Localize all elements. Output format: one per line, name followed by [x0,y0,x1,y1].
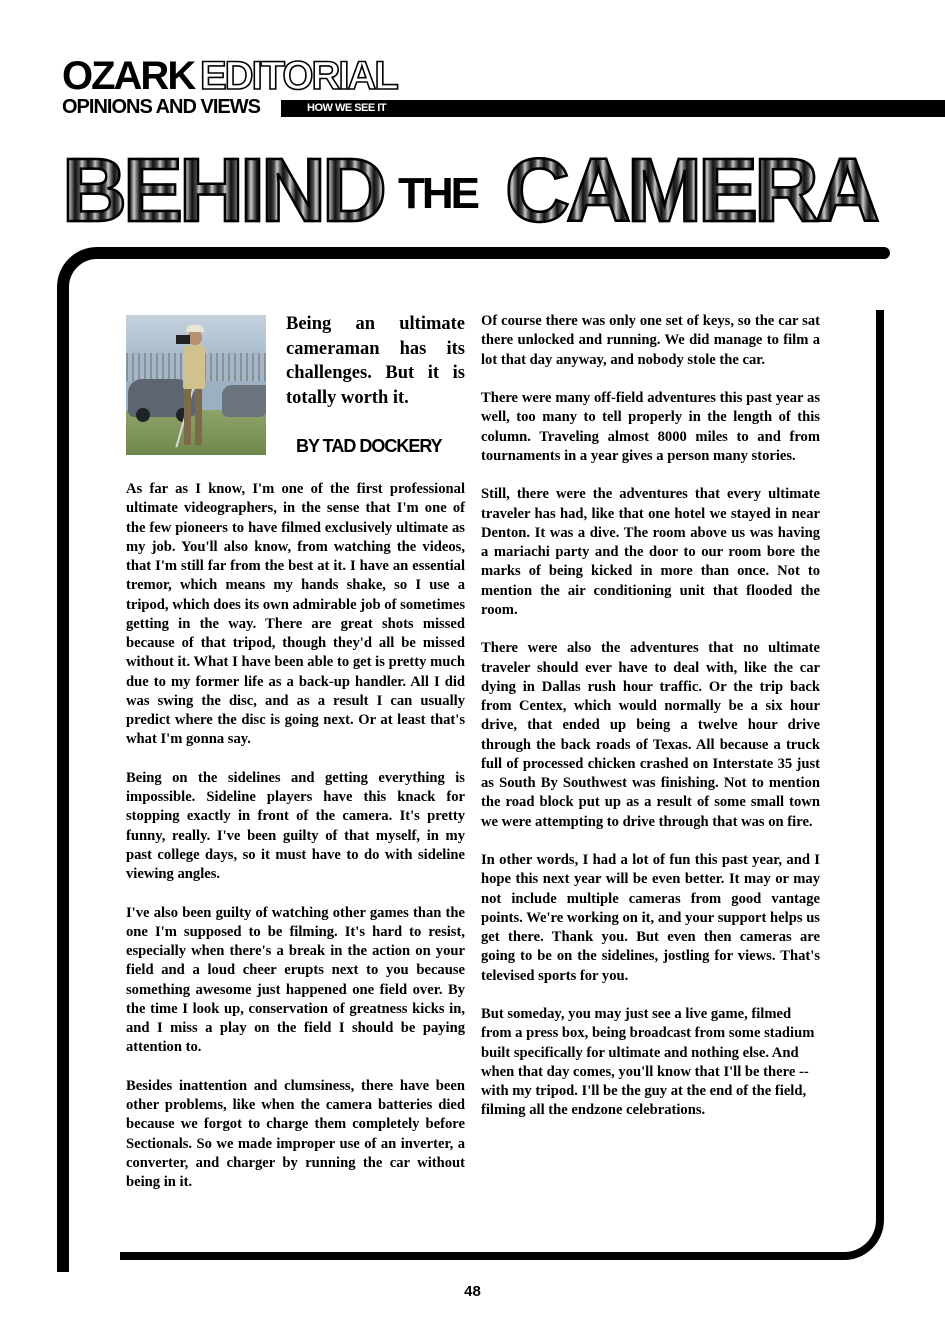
masthead-brand: OZARK [62,54,195,98]
paragraph: I've also been guilty of watching other games than the one I'm supposed to be filming. It's hard to resist, especially when there's a break in the action on your field and a loud cheer erupts next to you because something awesome just happened one field over. By the time I look up, conservation of greatness kicks in, and I miss a play on the field I should be paying attention to. [126,904,465,1056]
paragraph: As far as I know, I'm one of the first professional ultimate videographers, in the sense that I'm one of the few pioneers to have filmed exclusively ultimate as my job. You'll also know, from watching the videos, that I'm still far from the best at it. I have an essential tremor, which means my hands shake, so I use a tripod, which does its own admirable job of sometimes getting in the way. There are great shots missed because of that tripod, though they'd all be missed without it. What I have been able to get is pretty much due to my former life as a back-up handler. All I did was swing the disc, and as a result I can usually predict where the disc is going next. Or at least that's what I'm gonna say. [126,481,465,748]
article-byline: BY TAD DOCKERY [296,436,442,456]
paragraph: Still, there were the adventures that every ultimate traveler has had, like that one hotel we stayed in near Denton. It was a dive. The room above us was having a mariachi party and the door to our room bore the marks of being kicked in more than once. Not to mention the air conditioning unit that flooded the room. [481,486,820,618]
paragraph: Of course there was only one set of keys, so the car sat there unlocked and running. We did manage to film a lot that day anyway, and nobody stole the car. [481,313,820,368]
frame-top-border [440,247,890,259]
title-word-camera: CAMERA [505,141,876,241]
title-word-behind: BEHIND [62,141,384,241]
paragraph: Besides inattention and clumsiness, there have been other problems, like when the camera batteries died because we forgot to charge them completely before Sectionals. So we made improper use of an inverter, a converter, and charger by running the car without being in it. [126,1077,465,1190]
masthead-tagline: HOW WE SEE IT [307,102,387,114]
article-intro: Being an ultimate cameraman has its challenges. But it is totally worth it. [286,314,465,408]
masthead-subtitle: OPINIONS AND VIEWS [62,96,260,118]
author-photo [126,315,266,455]
article-left-column [126,480,465,1212]
page-number: 48 [464,1283,481,1300]
paragraph: But someday, you may just see a live game, filmed from a press box, being broadcast from some stadium built specifically for ultimate and nothing else. And when that day comes, you'll know that I'll be there -- with my tripod. I'll be the guy at the end of the field, filming all the endzone celebrations. [481,1006,815,1119]
masthead-section: EDITORIAL [200,54,397,98]
paragraph: There were many off-field adventures this past year as well, too many to tell properly in the length of this column. Traveling almost 8000 miles to and from tournaments in a year gives a person many stories. [481,390,820,464]
paragraph: Being on the sidelines and getting everything is impossible. Sideline players have this knack for stopping exactly in front of the camera. It's pretty funny, really. I've been guilty of that myself, in my past college days, so it must have to do with sideline viewing angles. [126,769,465,882]
paragraph: In other words, I had a lot of fun this past year, and I hope this next year will be even better. It may or may not include multiple cameras from good vantage points. We're working on it, and your support helps us get there. Thank you. But even then cameras are going to be on the sidelines, jostling for views. That's televised sports for you. [481,852,820,984]
paragraph: There were also the adventures that no ultimate traveler should ever have to deal with, like the car dying in Dallas rush hour traffic. Or the trip back from Centex, which would normally be a six hour drive, that ended up being a twelve hour drive through the back roads of Texas. All because a truck full of processed chicken crashed on Interstate 35 just as South By Southwest was finishing. Not to mention the road block put up as a result of some small town we were attempting to drive through that was on fire. [481,640,820,830]
article-right-column [481,312,820,1140]
title-word-the: THE [398,169,477,218]
frame-right-cap [876,310,884,318]
header-bar [281,100,945,117]
